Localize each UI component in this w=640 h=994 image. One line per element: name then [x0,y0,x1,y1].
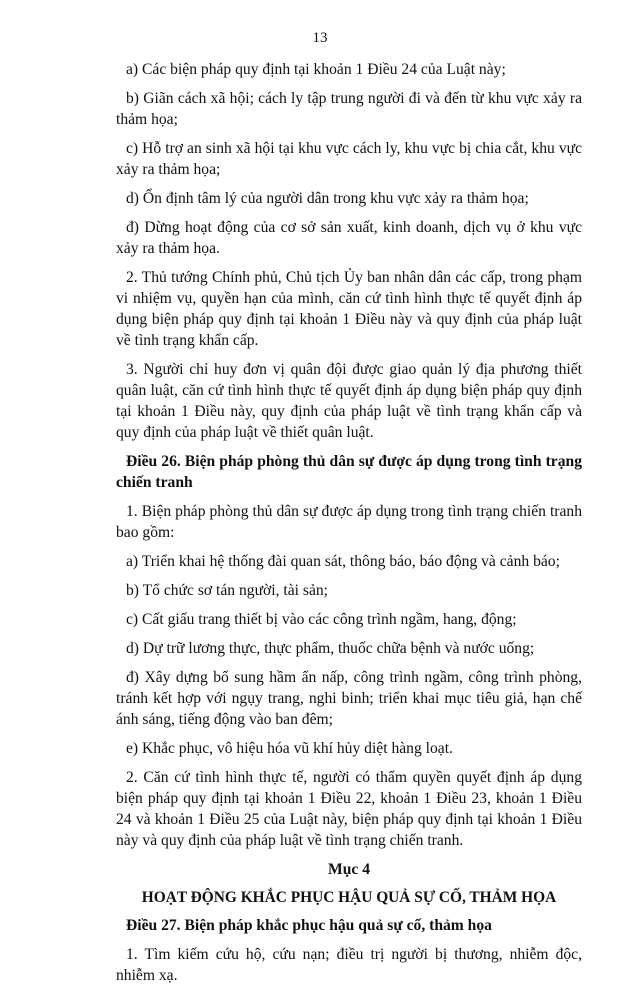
paragraph: d) Ổn định tâm lý của người dân trong khu vực xảy ra thảm họa; [126,190,529,207]
paragraph: 2. Căn cứ tình hình thực tế, người có thẩm quyền quyết định áp dụng biện pháp quy định tại khoản 1 Điều 22, khoản 1 Điều 23, khoản 1 Điều 24 và khoản 1 Điều 25 của Luật này, biện pháp quy định tại khoản 1 Điều này và quy định của pháp luật về tình trạng chiến tranh. [116,769,582,849]
paragraph: b) Tổ chức sơ tán người, tài sản; [126,582,329,599]
article-heading: Điều 26. Biện pháp phòng thủ dân sự được áp dụng trong tình trạng chiến tranh [116,453,582,491]
paragraph: c) Hỗ trợ an sinh xã hội tại khu vực cách ly, khu vực bị chia cắt, khu vực xảy ra thảm họa; [116,140,582,178]
paragraph: c) Cất giấu trang thiết bị vào các công trình ngầm, hang, động; [126,611,517,628]
paragraph: đ) Dừng hoạt động của cơ sở sản xuất, kinh doanh, dịch vụ ở khu vực xảy ra thảm họa. [116,219,582,257]
paragraph: 2. Thủ tướng Chính phủ, Chủ tịch Ủy ban nhân dân các cấp, trong phạm vi nhiệm vụ, quyền hạn của mình, căn cứ tình hình thực tế quyết định áp dụng biện pháp quy định tại khoản 1 Điều này và quy định của pháp luật về tình trạng khẩn cấp. [116,269,582,349]
paragraph: 3. Người chỉ huy đơn vị quân đội được giao quản lý địa phương thiết quân luật, căn cứ tình hình thực tế quyết định áp dụng biện pháp quy định tại khoản 1 Điều này, quy định của pháp luật về tình trạng khẩn cấp và quy định của pháp luật về thiết quân luật. [116,361,582,441]
paragraph: e) Khắc phục, vô hiệu hóa vũ khí hủy diệt hàng loạt. [126,740,453,757]
paragraph: a) Các biện pháp quy định tại khoản 1 Điều 24 của Luật này; [126,61,506,78]
paragraph: 1. Tìm kiếm cứu hộ, cứu nạn; điều trị người bị thương, nhiễm độc, nhiễm xạ. [116,946,582,984]
paragraph: 1. Biện pháp phòng thủ dân sự được áp dụng trong tình trạng chiến tranh bao gồm: [116,503,582,541]
paragraph: đ) Xây dựng bổ sung hầm ẩn nấp, công trình ngầm, công trình phòng, tránh kết hợp với ngụy trang, nghi binh; triển khai mục tiêu giả, hạn chế ánh sáng, tiếng động vào ban đêm; [116,669,582,728]
paragraph: d) Dự trữ lương thực, thực phẩm, thuốc chữa bệnh và nước uống; [126,640,535,657]
page-number: 13 [312,30,328,46]
section-heading: HOẠT ĐỘNG KHẮC PHỤC HẬU QUẢ SỰ CỐ, THẢM HỌA [141,889,557,906]
document-body [116,59,582,994]
article-heading: Điều 27. Biện pháp khắc phục hậu quả sự cố, thảm họa [126,917,492,934]
paragraph: b) Giãn cách xã hội; cách ly tập trung người đi và đến từ khu vực xảy ra thảm họa; [116,90,582,128]
paragraph: a) Triển khai hệ thống đài quan sát, thông báo, báo động và cảnh báo; [126,553,560,570]
section-heading: Mục 4 [327,861,370,878]
